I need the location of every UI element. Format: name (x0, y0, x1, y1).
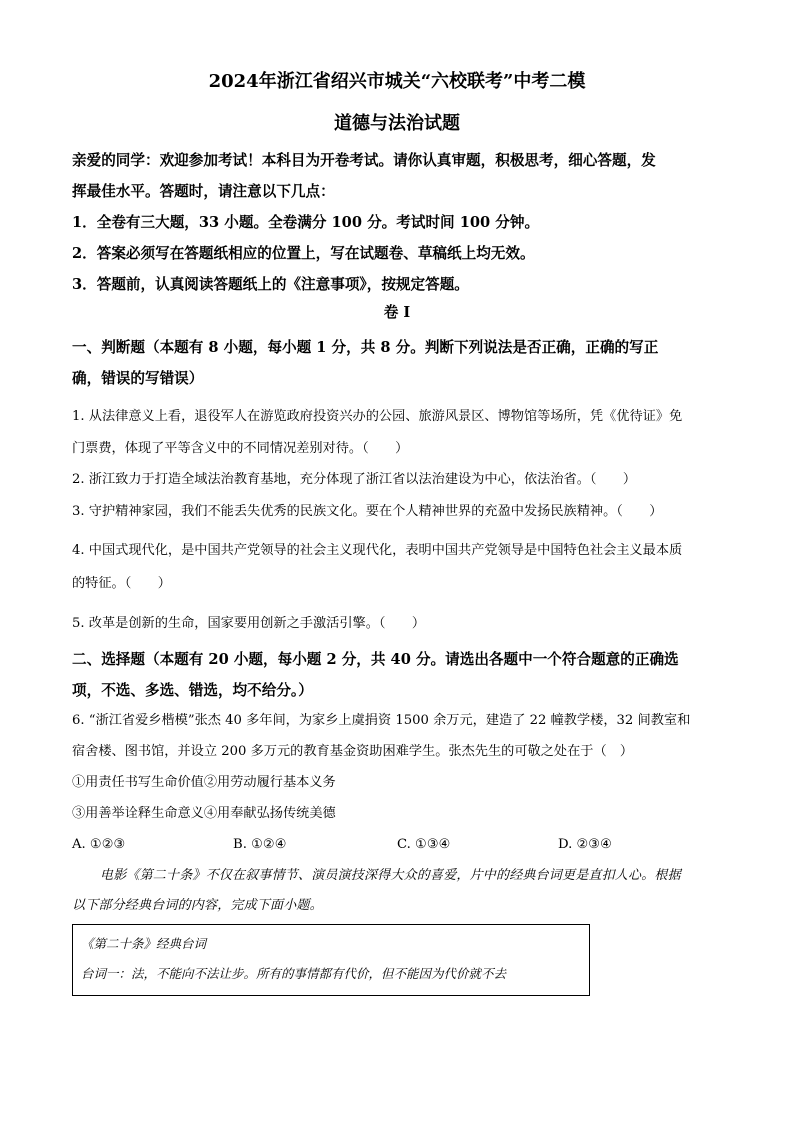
question-6-statements-2: ③用善举诠释生命意义④用奉献弘扬传统美德 (72, 806, 336, 821)
section1-heading-line2: 确，错误的写错误） (72, 370, 204, 387)
section1-heading-line1: 一、判断题（本题有 8 小题，每小题 1 分，共 8 分。判断下列说法是否正确，正确的写正 (72, 339, 659, 356)
instruction-item-2: 2．答案必须写在答题纸相应的位置上，写在试题卷、草稿纸上均无效。 (72, 245, 535, 262)
exam-title: 2024年浙江省绍兴市城关“六校联考”中考二模 (208, 71, 586, 92)
question-6-statements-1: ①用责任书写生命价值②用劳动履行基本义务 (72, 775, 336, 790)
exam-subtitle: 道德与法治试题 (334, 113, 460, 134)
volume-label: 卷 I (383, 304, 411, 321)
question-4-line1: 4. 中国式现代化，是中国共产党领导的社会主义现代化，表明中国共产党领导是中国特色社会主义最本质 (72, 543, 683, 558)
question-1-line2: 门票费，体现了平等含义中的不同情况差别对待。（ ） (72, 441, 409, 456)
question-6-line1: 6. “浙江省爱乡楷模”张杰 40 多年间，为家乡上虞捐资 1500 余万元，建造了 22 幢教学楼，32 间教室和 (72, 713, 691, 728)
section2-heading-line2: 项，不选、多选、错选，均不给分。） (72, 682, 313, 699)
question-4-line2: 的特征。（ ） (72, 576, 171, 591)
instruction-item-3: 3．答题前，认真阅读答题纸上的《注意事项》，按规定答题。 (72, 276, 469, 293)
option-b: B. ①②④ (233, 837, 287, 852)
question-6-options (72, 836, 722, 856)
option-c: C. ①③④ (397, 837, 451, 852)
instructions-greeting-line1: 亲爱的同学：欢迎参加考试！本科目为开卷考试。请你认真审题，积极思考，细心答题，发 (72, 152, 656, 169)
question-6-line2: 宿舍楼、图书馆，并设立 200 多万元的教育基金资助困难学生。张杰先生的可敬之处在于（ ） (72, 744, 634, 759)
question-1-line1: 1. 从法律意义上看，退役军人在游览政府投资兴办的公园、旅游风景区、博物馆等场所，凭《优待证》免 (72, 409, 683, 424)
instructions-greeting-line2: 挥最佳水平。答题时，请注意以下几点： (72, 183, 335, 200)
instruction-item-1: 1．全卷有三大题，33 小题。全卷满分 100 分。考试时间 100 分钟。 (72, 214, 540, 231)
question-2: 2. 浙江致力于打造全域法治教育基地，充分体现了浙江省以法治建设为中心，依法治省。（ ） (72, 472, 637, 487)
quote-title: 《第二十条》经典台词 (81, 936, 207, 951)
question-5: 5. 改革是创新的生命，国家要用创新之手激活引擎。（ ） (72, 616, 426, 631)
option-d: D. ②③④ (558, 837, 612, 852)
question-3: 3. 守护精神家园，我们不能丢失优秀的民族文化。要在个人精神世界的充盈中发扬民族精神。（ ） (72, 504, 663, 519)
section2-heading-line1: 二、选择题（本题有 20 小题，每小题 2 分，共 40 分。请选出各题中一个符合题意的正确选 (72, 651, 679, 668)
film-intro-line2: 以下部分经典台词的内容，完成下面小题。 (72, 898, 323, 913)
film-intro-line1: 电影《第二十条》不仅在叙事情节、演员演技深得大众的喜爱，片中的经典台词更是直扣人心。根据 (100, 868, 681, 883)
quote-line-1: 台词一：法，不能向不法让步。所有的事情都有代价，但不能因为代价就不去 (81, 966, 507, 981)
quote-box (72, 924, 590, 996)
option-a: A. ①②③ (72, 837, 126, 852)
